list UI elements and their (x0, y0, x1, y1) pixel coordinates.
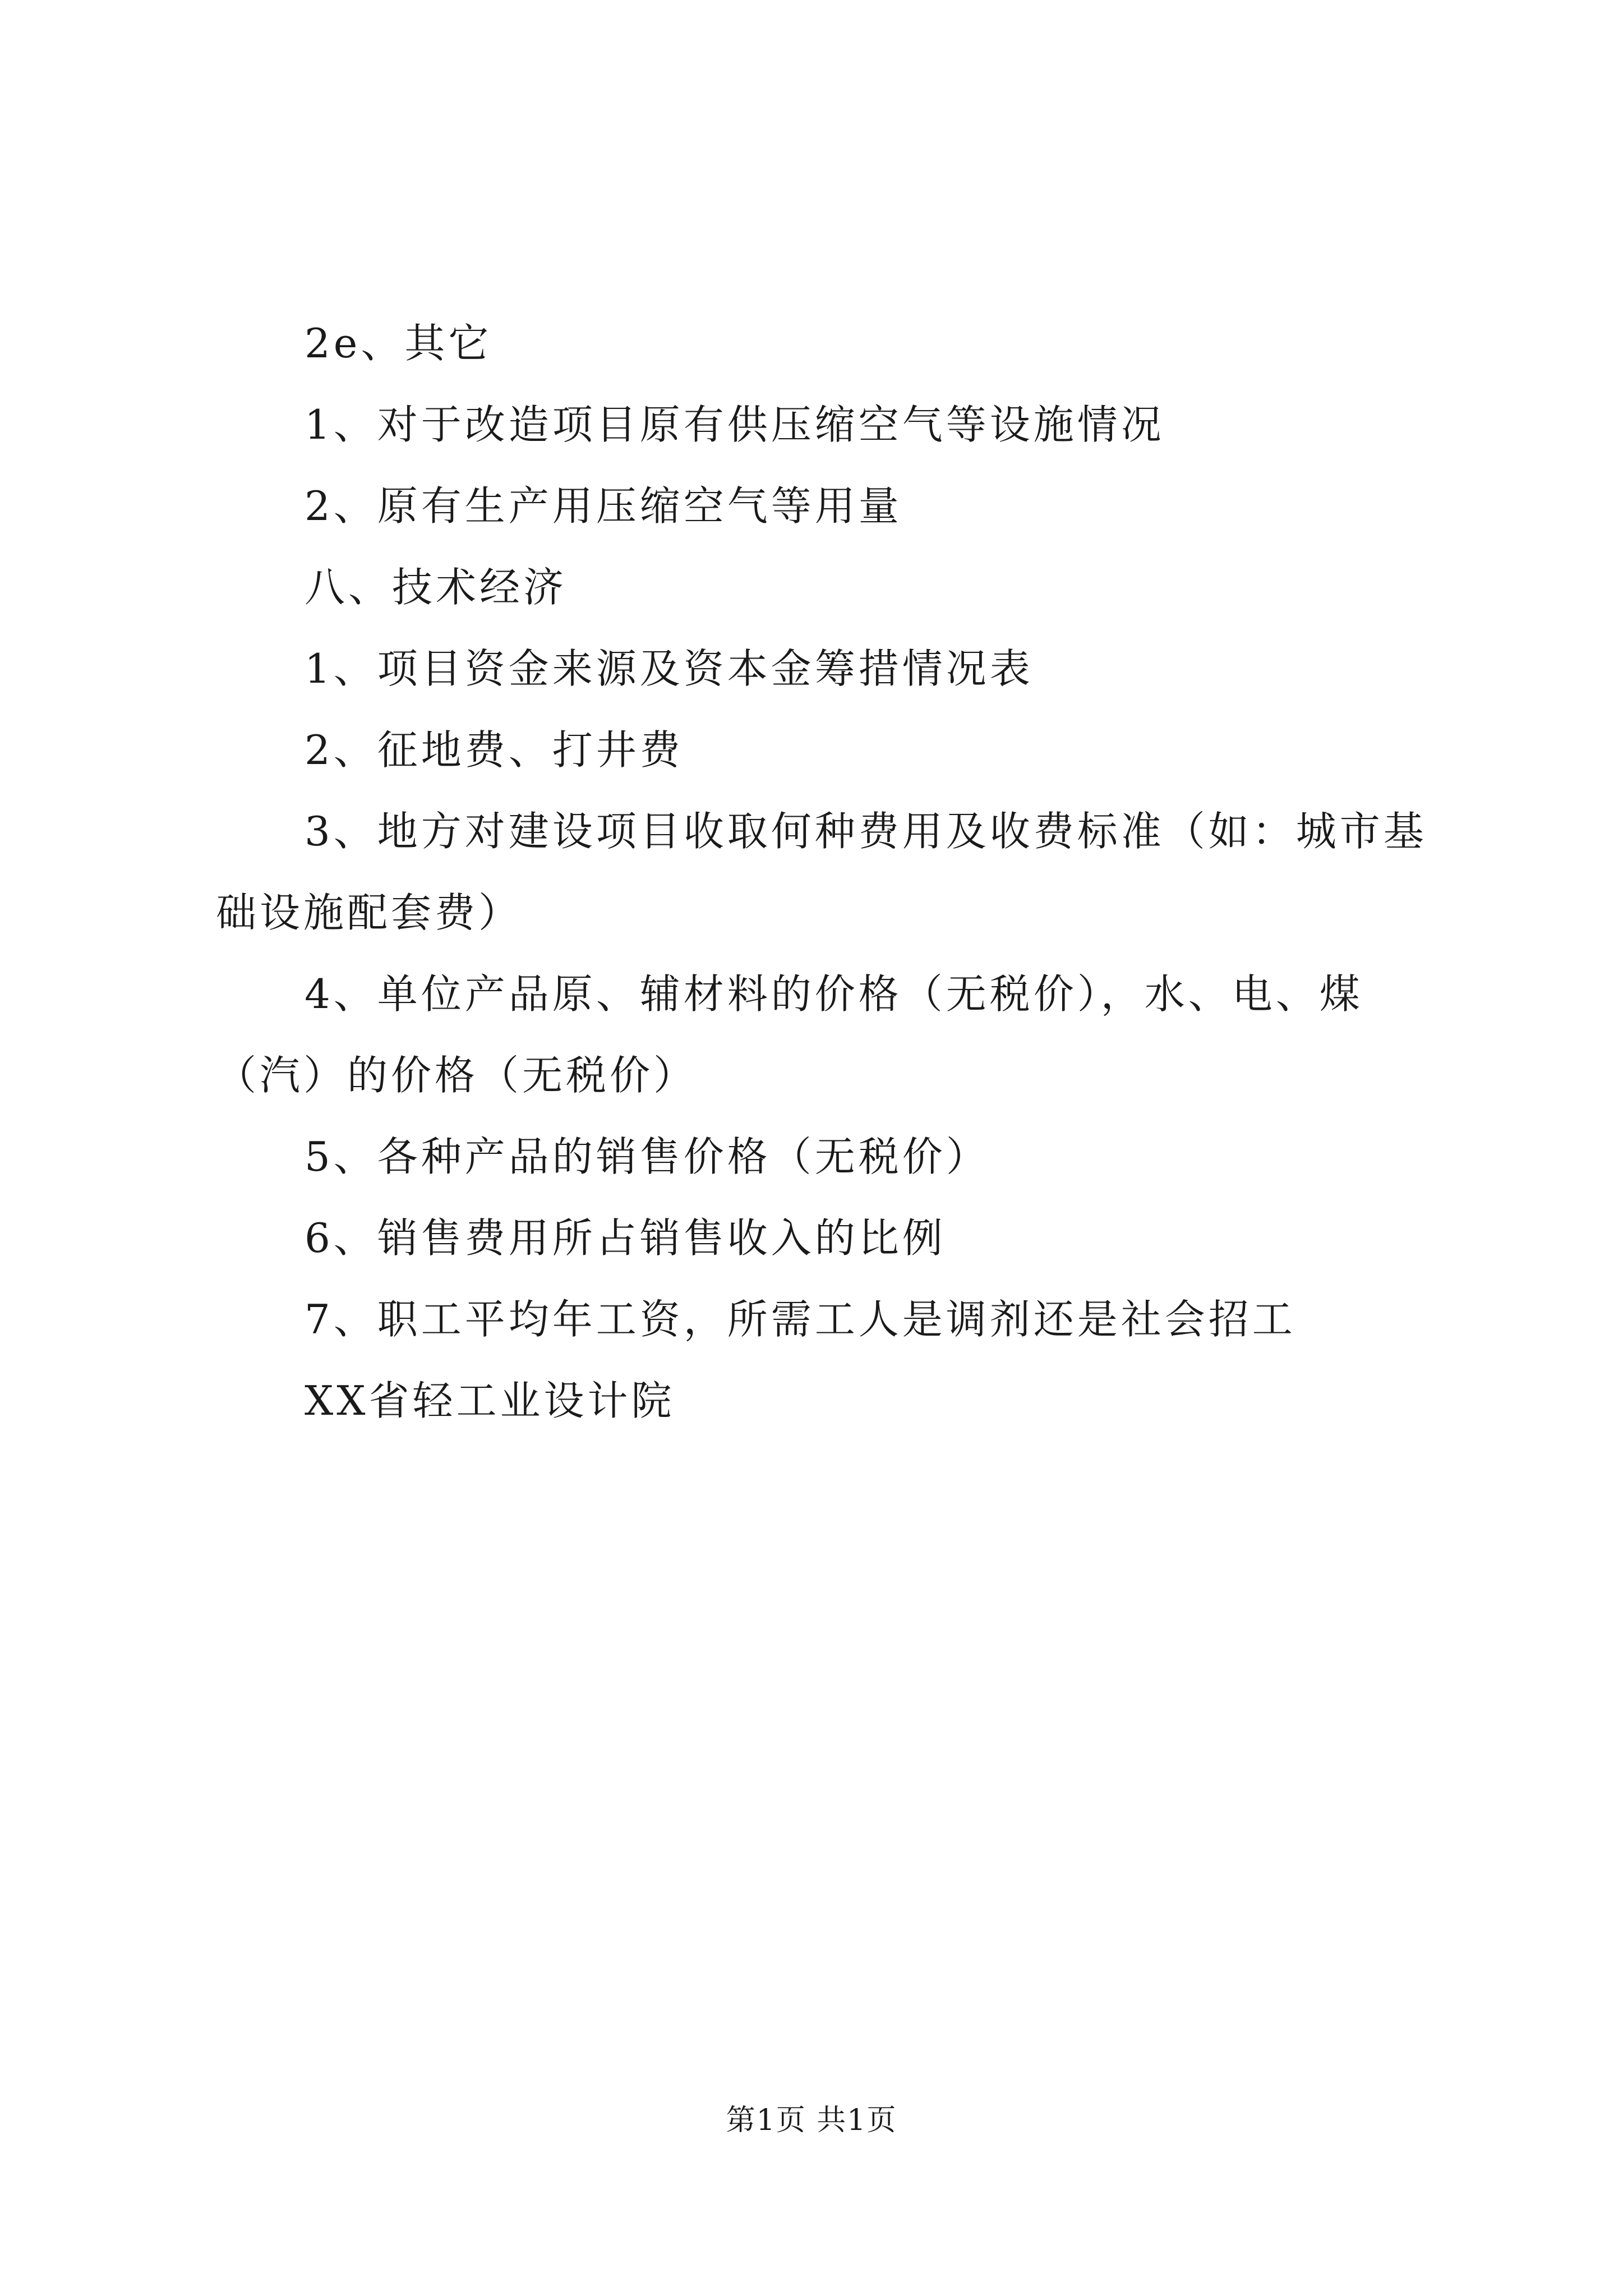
list-item: 1、对于改造项目原有供压缩空气等设施情况 (305, 401, 1165, 448)
list-item: 5、各种产品的销售价格（无税价） (305, 1133, 990, 1180)
list-item: 4、单位产品原、辅材料的价格（无税价），水、电、煤（汽）的价格（无税价） (216, 970, 1363, 1099)
section-heading-other: 2e、其它 (305, 320, 492, 367)
section-heading-tech-economy: 八、技术经济 (305, 564, 568, 611)
organization-signature: XX省轻工业设计院 (305, 1377, 675, 1424)
list-item: 7、职工平均年工资，所需工人是调剂还是社会招工 (305, 1296, 1296, 1343)
document-body (216, 303, 1427, 1442)
list-item: 6、销售费用所占销售收入的比例 (305, 1214, 946, 1262)
list-item: 2、征地费、打井费 (305, 726, 684, 774)
page-number-footer: 第1页 共1页 (726, 2104, 897, 2137)
list-item: 2、原有生产用压缩空气等用量 (305, 482, 902, 530)
list-item: 3、地方对建设项目收取何种费用及收费标准（如：城市基础设施配套费） (216, 808, 1427, 936)
list-item: 1、项目资金来源及资本金筹措情况表 (305, 645, 1034, 692)
